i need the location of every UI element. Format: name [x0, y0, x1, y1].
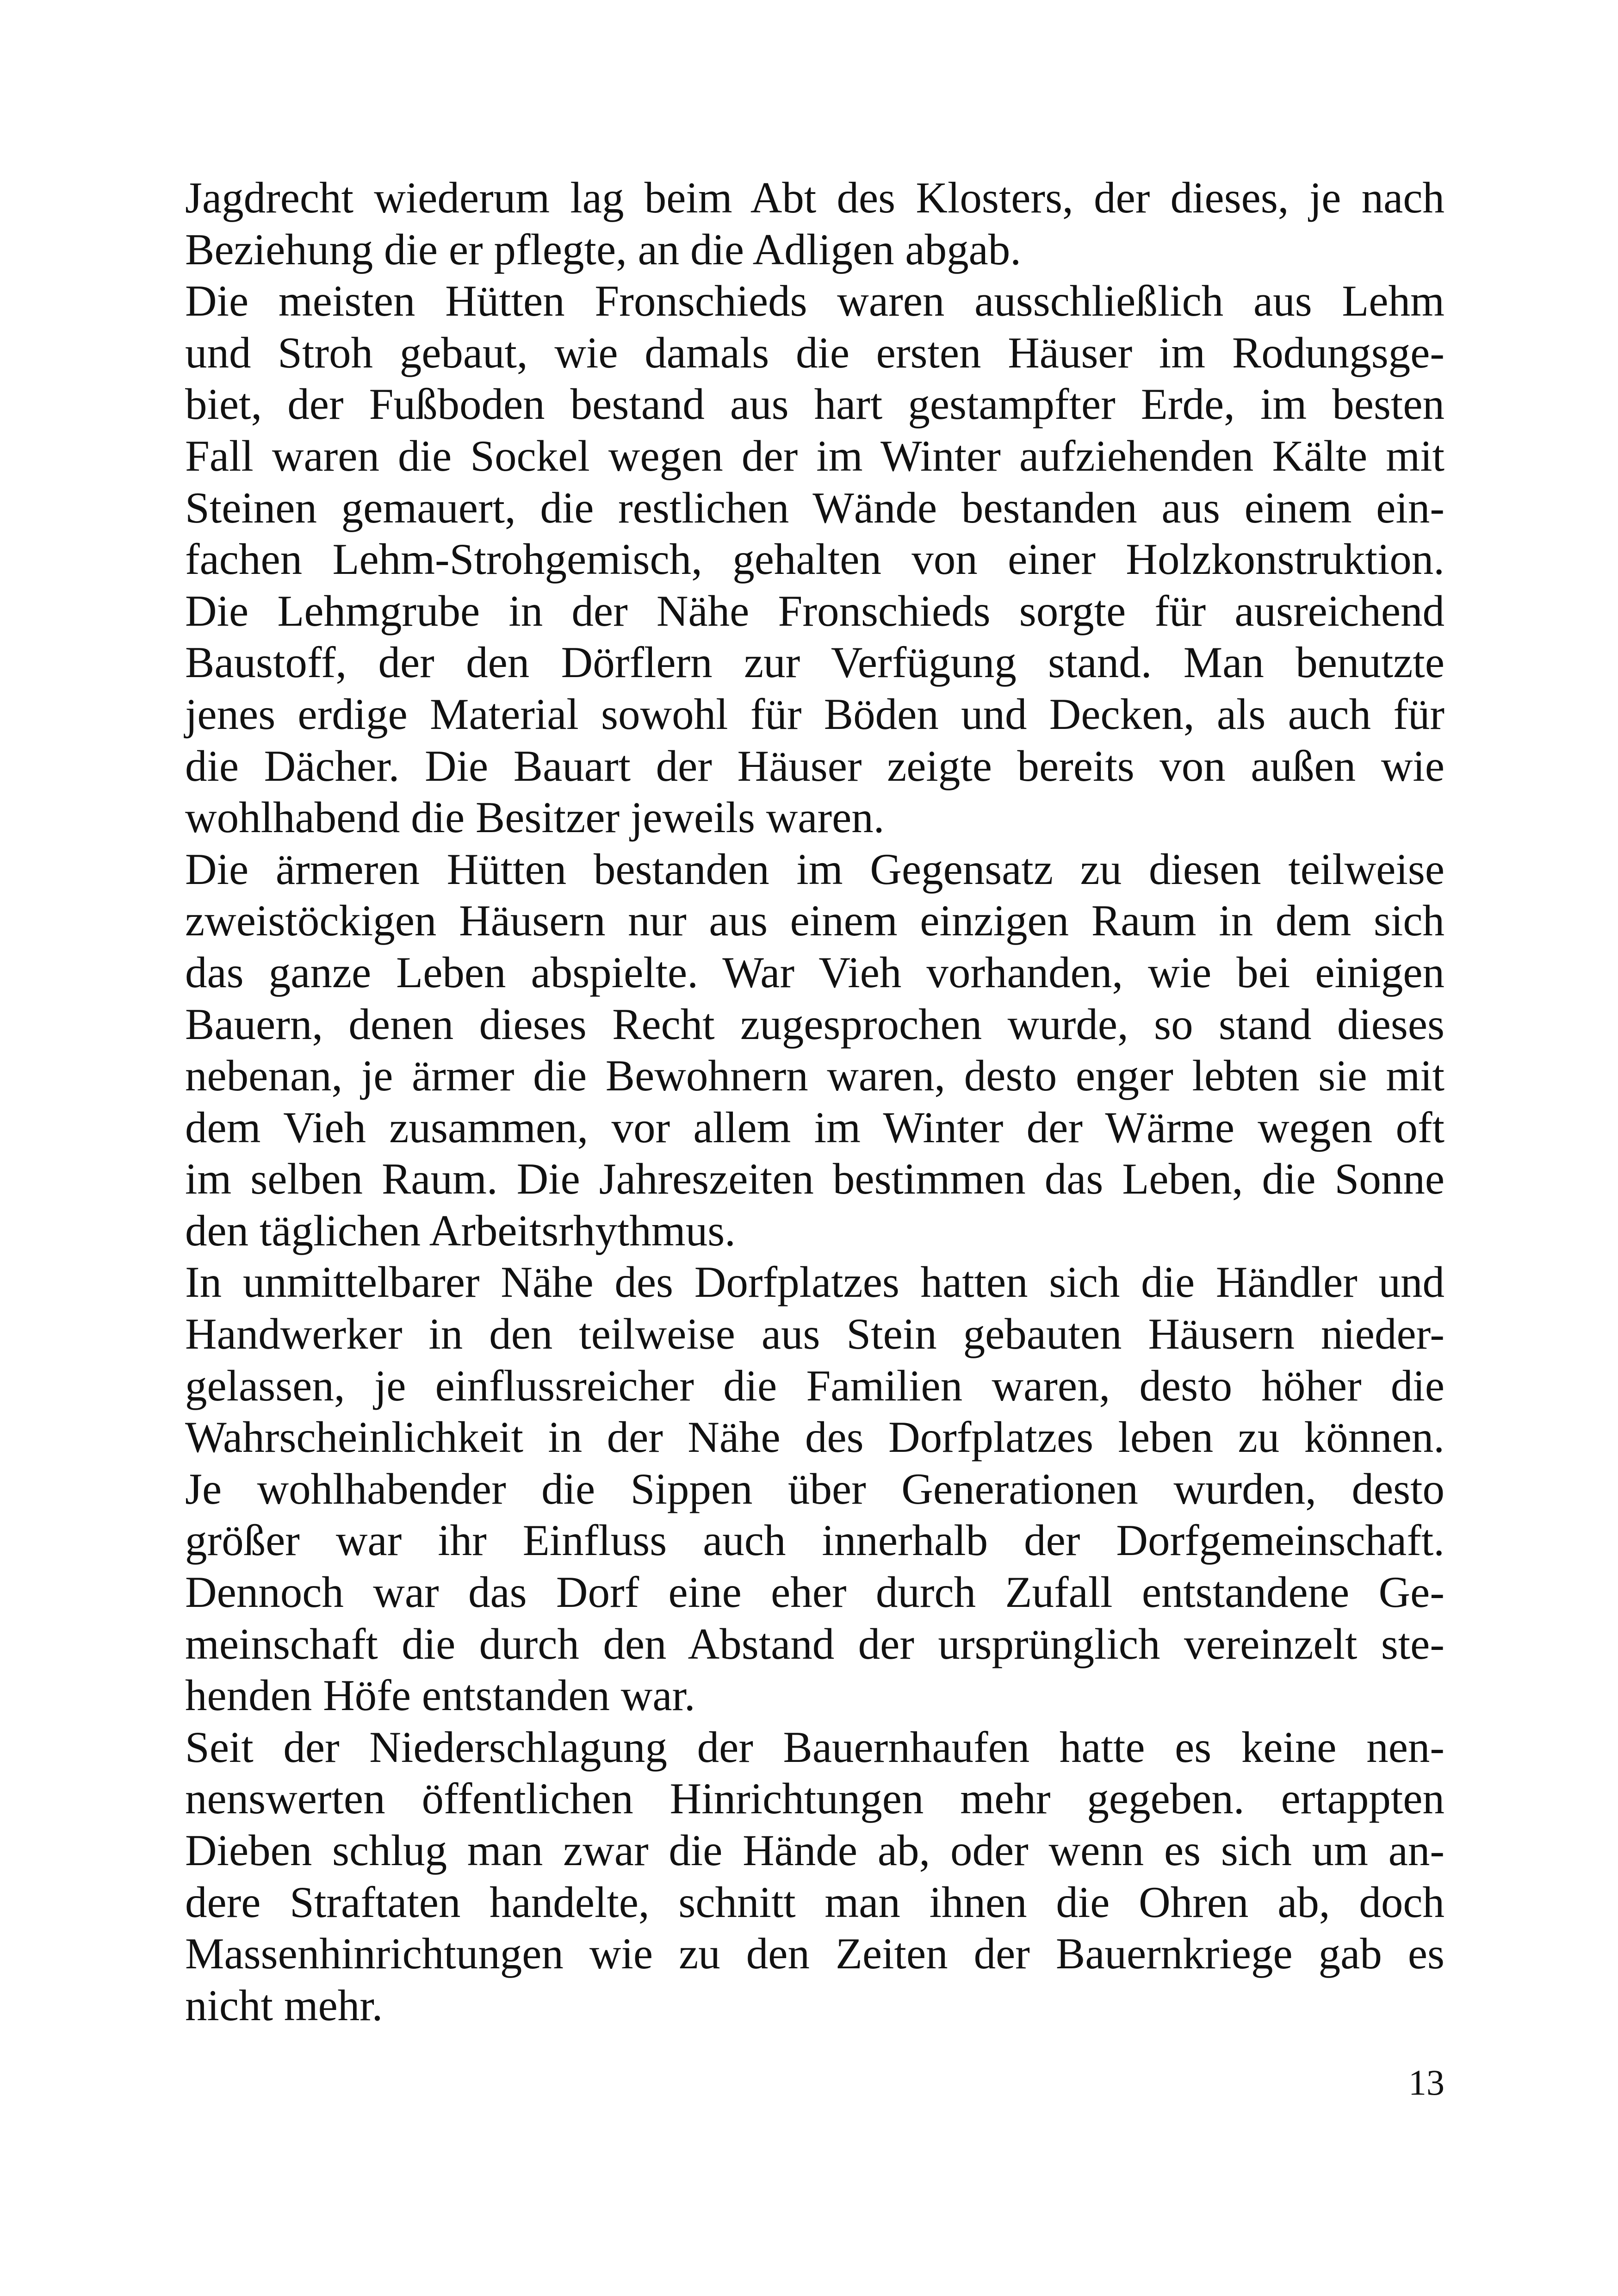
text-line: Beziehung die er pflegte, an die Adligen abgab. — [185, 224, 1021, 274]
text-line: Wahrscheinlichkeit in der Nähe des Dorfplatzes leben zu können. — [185, 1412, 1444, 1462]
text-line: Die ärmeren Hütten bestanden im Gegensatz zu diesen teilweise — [185, 844, 1444, 894]
text-line: Je wohlhabender die Sippen über Generationen wurden, desto — [185, 1464, 1444, 1513]
text-line: das ganze Leben abspielte. War Vieh vorhanden, wie bei einigen — [185, 947, 1444, 997]
text-line: den täglichen Arbeitsrhythmus. — [185, 1206, 736, 1255]
text-line: im selben Raum. Die Jahreszeiten bestimmen das Leben, die Sonne — [185, 1154, 1444, 1204]
text-line: und Stroh gebaut, wie damals die ersten Häuser im Rodungsge- — [185, 328, 1444, 377]
text-line: wohlhabend die Besitzer jeweils waren. — [185, 793, 885, 842]
text-line: dere Straftaten handelte, schnitt man ihnen die Ohren ab, doch — [185, 1877, 1444, 1927]
text-line: Jagdrecht wiederum lag beim Abt des Klosters, der dieses, je nach — [185, 173, 1444, 222]
text-line: Die meisten Hütten Fronschieds waren ausschließlich aus Lehm — [185, 276, 1444, 326]
text-line: Massenhinrichtungen wie zu den Zeiten der Bauernkriege gab es — [185, 1929, 1444, 1979]
text-line: gelassen, je einflussreicher die Familien waren, desto höher die — [185, 1361, 1444, 1410]
text-line: nebenan, je ärmer die Bewohnern waren, desto enger lebten sie mit — [185, 1051, 1444, 1101]
text-line: Bauern, denen dieses Recht zugesprochen wurde, so stand dieses — [185, 999, 1444, 1049]
text-line: dem Vieh zusammen, vor allem im Winter der Wärme wegen oft — [185, 1102, 1444, 1152]
text-line: biet, der Fußboden bestand aus hart gestampfter Erde, im besten — [185, 380, 1444, 429]
body-text — [185, 172, 1444, 2031]
text-line: Fall waren die Sockel wegen der im Winter aufziehenden Kälte mit — [185, 431, 1444, 480]
text-line: Steinen gemauert, die restlichen Wände bestanden aus einem ein- — [185, 483, 1444, 532]
page-number: 13 — [1408, 2062, 1444, 2103]
text-line: zweistöckigen Häusern nur aus einem einzigen Raum in dem sich — [185, 896, 1444, 946]
text-line: Baustoff, der den Dörflern zur Verfügung stand. Man benutzte — [185, 638, 1444, 687]
text-line: nenswerten öffentlichen Hinrichtungen mehr gegeben. ertappten — [185, 1774, 1444, 1823]
text-line: größer war ihr Einfluss auch innerhalb der Dorfgemeinschaft. — [185, 1516, 1444, 1565]
text-line: nicht mehr. — [185, 1980, 383, 2030]
text-line: die Dächer. Die Bauart der Häuser zeigte bereits von außen wie — [185, 741, 1444, 790]
text-line: jenes erdige Material sowohl für Böden und Decken, als auch für — [185, 689, 1444, 739]
text-line: henden Höfe entstanden war. — [185, 1671, 695, 1720]
text-line: fachen Lehm-Strohgemisch, gehalten von einer Holzkonstruktion. — [185, 535, 1444, 584]
text-line: Dieben schlug man zwar die Hände ab, oder wenn es sich um an- — [185, 1826, 1444, 1875]
text-line: In unmittelbarer Nähe des Dorfplatzes hatten sich die Händler und — [185, 1257, 1444, 1307]
text-line: Handwerker in den teilweise aus Stein gebauten Häusern nieder- — [185, 1309, 1444, 1359]
text-line: Dennoch war das Dorf eine eher durch Zufall entstandene Ge- — [185, 1568, 1444, 1617]
text-line: meinschaft die durch den Abstand der ursprünglich vereinzelt ste- — [185, 1619, 1444, 1668]
text-line: Die Lehmgrube in der Nähe Fronschieds sorgte für ausreichend — [185, 586, 1444, 635]
text-line: Seit der Niederschlagung der Bauernhaufen hatte es keine nen- — [185, 1722, 1444, 1772]
